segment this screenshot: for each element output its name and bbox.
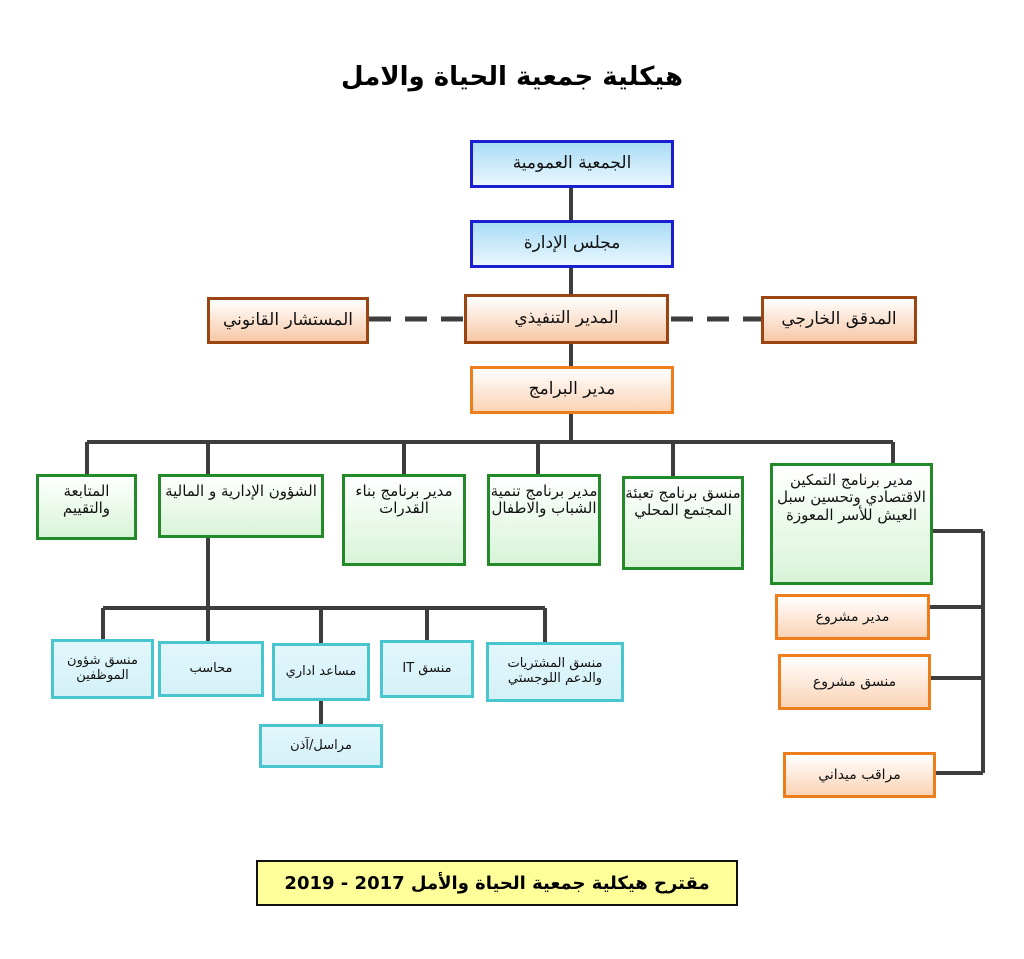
node-monitoring-evaluation: المتابعة والتقييم [36, 474, 137, 540]
node-it-coordinator: منسق IT [380, 640, 474, 698]
node-general-assembly: الجمعية العمومية [470, 140, 674, 188]
chart-title: هيكلية جمعية الحياة والامل [340, 62, 683, 92]
node-field-monitor: مراقب ميداني [783, 752, 936, 798]
footer-caption: مقترح هيكلية جمعية الحياة والأمل 2017 - 2019 [256, 860, 738, 906]
node-admin-assistant: مساعد اداري [272, 643, 370, 701]
node-hr-coordinator: منسق شؤون الموظفين [51, 639, 154, 699]
node-legal-advisor: المستشار القانوني [207, 297, 369, 344]
node-community-mobilization-program: منسق برنامج تعبئة المجتمع المحلي [622, 476, 744, 570]
node-executive-director: المدير التنفيذي [464, 294, 669, 344]
node-accountant: محاسب [158, 641, 264, 697]
node-external-auditor: المدقق الخارجي [761, 296, 917, 344]
node-programs-director: مدير البرامج [470, 366, 674, 414]
node-messenger: مراسل/آذن [259, 724, 383, 768]
node-youth-children-program: مدير برنامج تنمية الشباب والاطفال [487, 474, 601, 566]
node-project-coordinator: منسق مشروع [778, 654, 931, 710]
node-procurement-coordinator: منسق المشتريات والدعم اللوجستي [486, 642, 624, 702]
node-admin-finance: الشؤون الإدارية و المالية [158, 474, 324, 538]
node-project-manager: مدير مشروع [775, 594, 930, 640]
node-economic-empowerment-program: مدير برنامج التمكين الاقتصادي وتحسين سبل العيش للأسر المعوزة [770, 463, 933, 585]
node-capacity-building-program: مدير برنامج بناء القدرات [342, 474, 466, 566]
node-board: مجلس الإدارة [470, 220, 674, 268]
